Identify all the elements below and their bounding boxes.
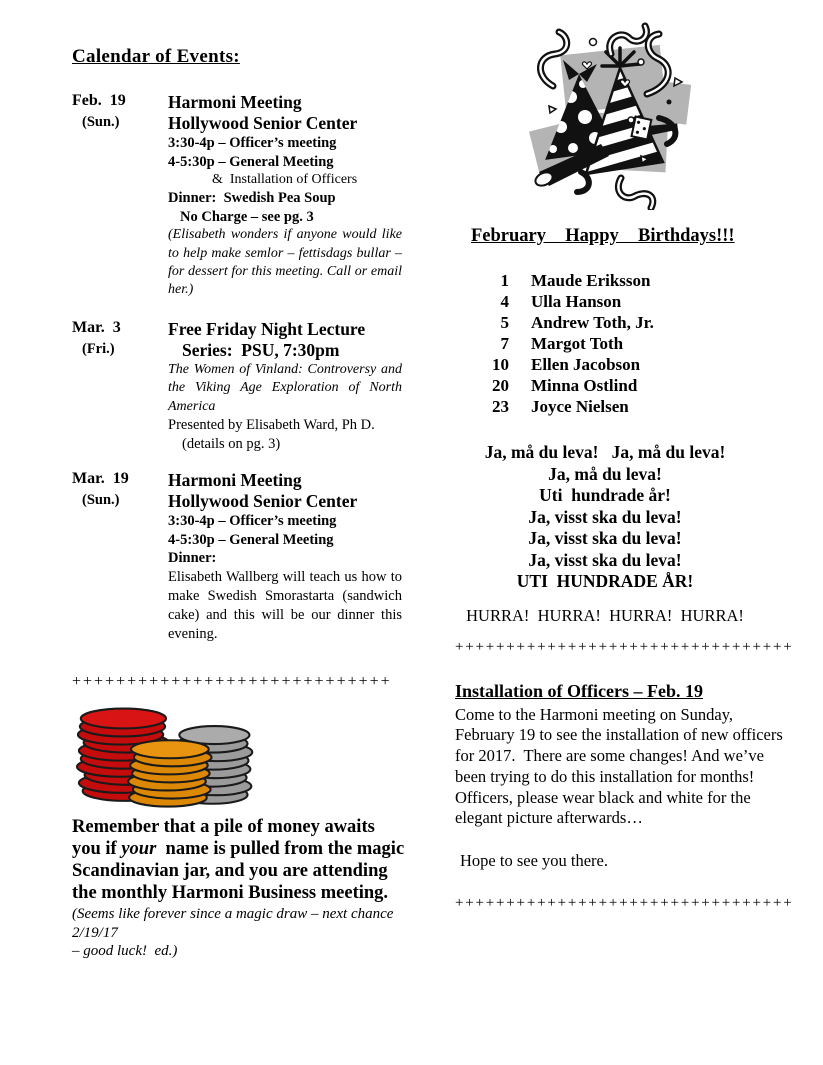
hope-line: Hope to see you there. (460, 851, 608, 871)
birthday-name: Andrew Toth, Jr. (531, 313, 654, 332)
money-text-line (72, 838, 432, 860)
birthday-name: Maude Eriksson (531, 271, 651, 290)
lecture-details-note: (details on pg. 3) (182, 435, 281, 452)
song-line: UTI HUNDRADE ÅR! (516, 571, 694, 591)
birthday-row (455, 291, 789, 312)
song-line: Ja, må du leva! (548, 463, 662, 484)
event-details (168, 319, 402, 453)
event-date: Mar. 19 (72, 470, 129, 488)
installation-paragraph: Come to the Harmoni meeting on Sunday, February 19 to see the installation of new officers for 2017. There are some changes! And we’ve been trying to do this installation for months! (455, 704, 787, 786)
event-weekday: (Fri.) (82, 341, 115, 358)
hurra-line: HURRA! HURRA! HURRA! HURRA! (466, 605, 744, 625)
event-location: Hollywood Senior Center (168, 491, 358, 512)
song-line: Uti hundrade år! (539, 485, 671, 505)
birthday-day: 7 (500, 334, 509, 353)
event-details (168, 470, 402, 643)
birthday-day: 20 (492, 376, 509, 395)
song-line: Ja, må du leva! Ja, må du leva! (484, 442, 726, 462)
event-dinner: Dinner: Swedish Pea Soup (168, 190, 336, 207)
party-decorations-clipart (523, 22, 789, 215)
event-series: Series: PSU, 7:30pm (182, 340, 340, 361)
money-text-your: your (121, 839, 157, 860)
event-dinner: Dinner: (168, 550, 217, 567)
birthday-row (455, 333, 789, 354)
birthdays-title: February Happy Birthdays!!! (471, 226, 735, 246)
birthday-day: 4 (500, 292, 509, 311)
birthday-day: 1 (500, 271, 509, 290)
birthday-song (455, 442, 755, 593)
coins-clipart (72, 700, 432, 813)
money-text-line: Scandinavian jar, and you are attending (72, 861, 388, 882)
birthdays-list (455, 270, 789, 417)
event-weekday: (Sun.) (82, 492, 120, 509)
plus-divider: +++++++++++++++++++++++++++++++++ (455, 895, 794, 912)
money-text: you if (72, 839, 122, 860)
birthday-row (455, 354, 789, 375)
money-text-line: Remember that a pile of money awaits (72, 817, 375, 838)
event-time: 3:30-4p – Officer’s meeting (168, 513, 337, 530)
magic-draw-note-line: – good luck! ed.) (72, 942, 178, 959)
birthday-row (455, 312, 789, 333)
lecture-title: The Women of Vinland: Controversy and the Viking Age Exploration of North America (168, 362, 402, 414)
coin-stacks-image (72, 700, 262, 808)
money-text-line: the monthly Harmoni Business meeting. (72, 883, 389, 904)
event-feb-19 (72, 92, 402, 299)
event-weekday: (Sun.) (82, 114, 120, 130)
right-column (455, 22, 794, 912)
installation-paragraph: Officers, please wear black and white for the elegant picture afterwards… (455, 787, 755, 828)
event-description: Elisabeth Wallberg will teach us how to make Swedish Smorastarta (sandwich cake) and this will be our dinner this evening. (168, 569, 402, 642)
event-date-column (72, 92, 168, 299)
left-column (72, 46, 432, 960)
birthday-name: Ulla Hanson (531, 292, 622, 311)
birthday-row (455, 270, 789, 291)
event-date: Mar. 3 (72, 319, 121, 337)
plus-divider: +++++++++++++++++++++++++++++ (72, 673, 392, 691)
event-editor-note: (Elisabeth wonders if anyone would like to help make semlor – fettisdags bullar – for dessert for this meeting. Call or email her.) (168, 227, 402, 297)
birthday-name: Joyce Nielsen (531, 397, 629, 416)
event-time: 3:30-4p – Officer’s meeting (168, 135, 337, 151)
birthday-row (455, 375, 789, 396)
money-reminder-paragraph (72, 816, 432, 904)
event-mar-19 (72, 470, 402, 643)
event-details (168, 92, 402, 299)
event-title: Free Friday Night Lecture (168, 319, 366, 340)
song-line: Ja, visst ska du leva! (528, 549, 682, 570)
birthday-name: Minna Ostlind (531, 376, 638, 395)
plus-divider: +++++++++++++++++++++++++++++++++ (455, 638, 794, 655)
event-time: 4-5:30p – General Meeting (168, 153, 334, 170)
event-date: Feb. 19 (72, 92, 126, 109)
birthday-day: 10 (492, 355, 509, 374)
event-title: Harmoni Meeting (168, 470, 302, 491)
calendar-of-events-title: Calendar of Events: (72, 46, 240, 67)
party-hats-image (523, 22, 695, 210)
birthday-name: Margot Toth (531, 334, 624, 353)
lecture-presenter: Presented by Elisabeth Ward, Ph D. (168, 416, 375, 433)
song-line: Ja, visst ska du leva! (528, 506, 682, 527)
birthday-row (455, 396, 789, 417)
money-text: name is pulled from the magic (156, 839, 405, 860)
birthday-day: 5 (500, 313, 509, 332)
song-line: Ja, visst ska du leva! (528, 528, 682, 548)
event-time: 4-5:30p – General Meeting (168, 531, 334, 548)
magic-draw-note (72, 905, 432, 960)
event-title: Harmoni Meeting (168, 92, 302, 112)
event-date-column (72, 470, 168, 643)
birthday-name: Ellen Jacobson (531, 355, 641, 374)
magic-draw-note-line: (Seems like forever since a magic draw – next chance 2/19/17 (72, 906, 398, 941)
installation-title: Installation of Officers – Feb. 19 (455, 680, 703, 701)
birthday-day: 23 (492, 397, 509, 416)
event-extra: & Installation of Officers (212, 172, 358, 188)
event-location: Hollywood Senior Center (168, 113, 358, 133)
event-mar-3 (72, 319, 402, 453)
event-date-column (72, 319, 168, 453)
event-charge-note: No Charge – see pg. 3 (180, 208, 314, 225)
